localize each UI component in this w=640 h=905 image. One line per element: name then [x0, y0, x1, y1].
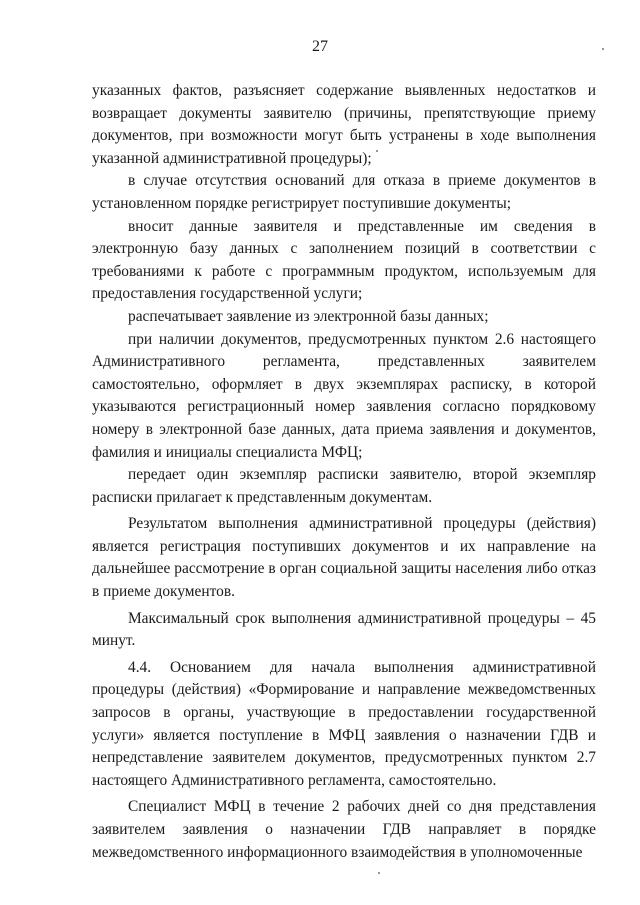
- paragraph-10: Специалист МФЦ в течение 2 рабочих дней со дня представления заявителем заявления о назначении ГДВ направляет в порядке межведомственного информационного взаимодействия в уполномоченные: [92, 798, 596, 861]
- page-number: 27: [312, 38, 328, 55]
- document-body: [92, 80, 596, 864]
- paragraph-1: указанных фактов, разъясняет содержание выявленных недостатков и возвращает документы заявителю (причины, препятствующие приему документов, при возможности могут быть устранены в ходе выполнения указанной административной процедуры);: [92, 82, 596, 167]
- scan-speck: [378, 872, 380, 874]
- paragraph-8: Максимальный срок выполнения административной процедуры – 45 минут.: [92, 609, 596, 650]
- paragraph-7: Результатом выполнения административной процедуры (действия) является регистрация поступивших документов и их направление на дальнейшее рассмотрение в орган социальной защиты населения либо отказ в приеме документов.: [92, 515, 596, 601]
- scan-speck: [376, 150, 378, 152]
- paragraph-4: распечатывает заявление из электронной базы данных;: [128, 307, 489, 325]
- paragraph-2: в случае отсутствия оснований для отказа в приеме документов в установленном порядке регистрирует поступившие документы;: [92, 172, 596, 212]
- scan-speck: [602, 48, 604, 50]
- paragraph-9: 4.4. Основанием для начала выполнения административной процедуры (действия) «Формирование и направление межведомственных запросов в органы, участвующие в предоставлении государственной услуги» является поступление в МФЦ заявления о назначении ГДВ и непредставление заявителем документов, предусмотренных пунктом 2.7 настоящего Административного регламента, самостоятельно.: [92, 658, 596, 789]
- paragraph-5: при наличии документов, предусмотренных пунктом 2.6 настоящего Административного регламента, представленных заявителем самостоятельно, оформляет в двух экземплярах расписку, в которой указываются регистрационный номер заявления согласно порядковому номеру в электронной базе данных, дата приема заявления и документов, фамилия и инициалы специалиста МФЦ;: [92, 330, 596, 461]
- paragraph-3: вносит данные заявителя и представленные им сведения в электронную базу данных с заполнением позиций в соответствии с требованиями к работе с программным продуктом, используемым для предоставления государственной услуги;: [92, 217, 596, 303]
- paragraph-6: передает один экземпляр расписки заявителю, второй экземпляр расписки прилагает к представленным документам.: [92, 466, 596, 506]
